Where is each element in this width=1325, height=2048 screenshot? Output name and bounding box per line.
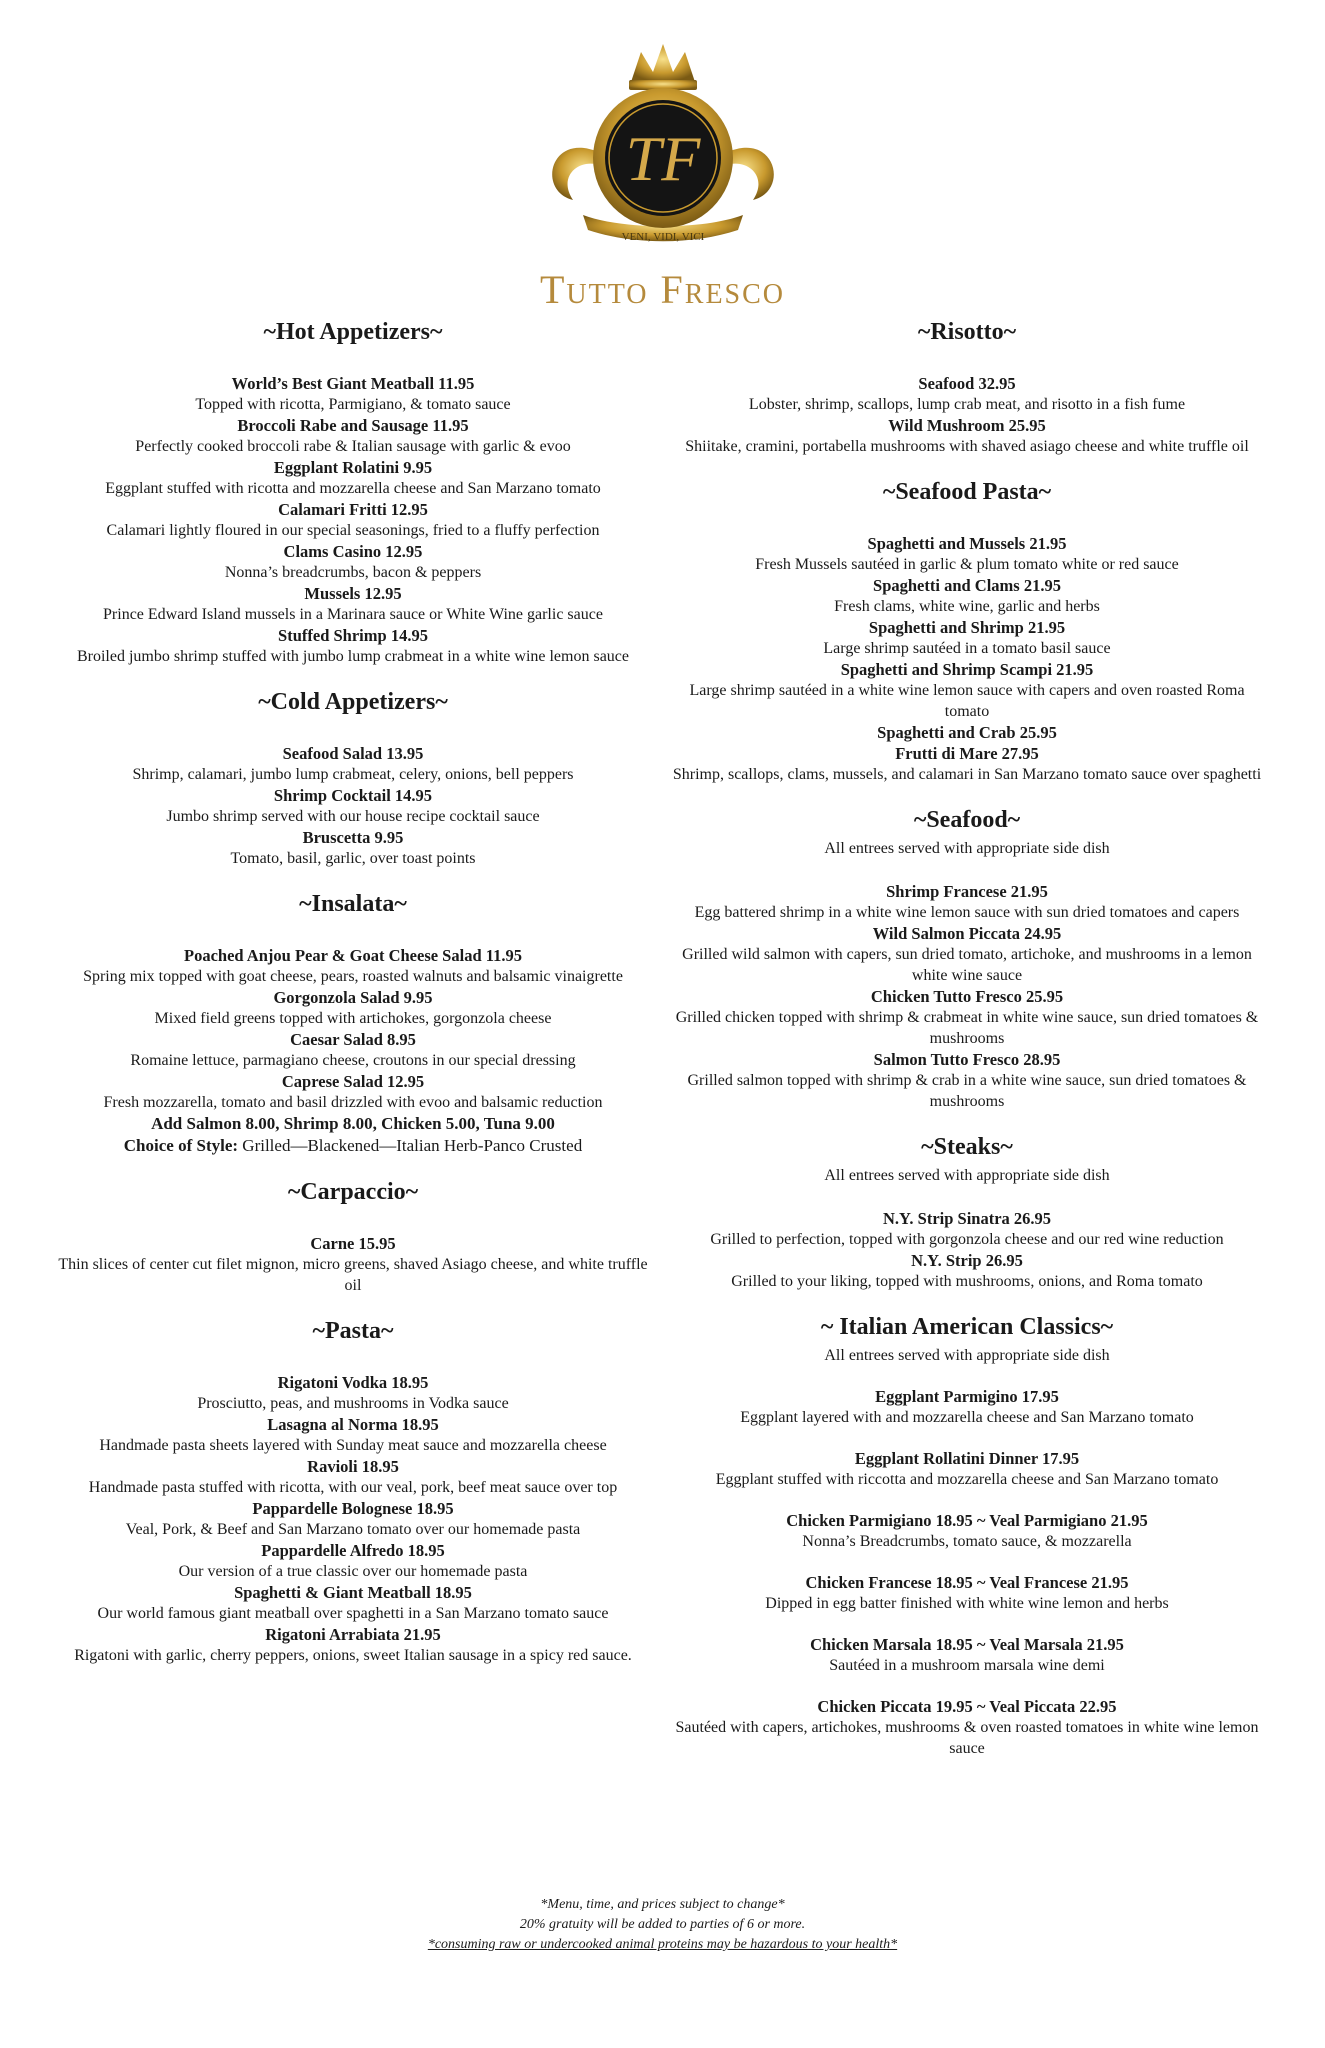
menu-item-desc: Handmade pasta sheets layered with Sunday meat sauce and mozzarella cheese: [99, 1437, 607, 1454]
brand-name: Tutto Fresco: [539, 267, 786, 312]
menu-item-name: Caesar Salad 8.95: [290, 1030, 416, 1049]
menu-item-name: Chicken Marsala 18.95 ~ Veal Marsala 21.95: [810, 1635, 1124, 1654]
section-title: ~Seafood~: [913, 807, 1021, 833]
footer-line: 20% gratuity will be added to parties of 6 or more.: [519, 1917, 806, 1932]
salad-add-on: Add Salmon 8.00, Shrimp 8.00, Chicken 5.00, Tuna 9.00: [151, 1114, 555, 1133]
section-title: ~Risotto~: [917, 319, 1017, 345]
menu-item-desc: Grilled to your liking, topped with mushrooms, onions, and Roma tomato: [731, 1273, 1203, 1290]
menu-item-desc: Eggplant stuffed with ricotta and mozzarella cheese and San Marzano tomato: [105, 480, 601, 497]
menu-item-name: N.Y. Strip 26.95: [911, 1251, 1023, 1270]
menu-item-desc: Eggplant stuffed with riccotta and mozzarella cheese and San Marzano tomato: [715, 1471, 1219, 1488]
menu-item-desc: Our world famous giant meatball over spaghetti in a San Marzano tomato sauce: [97, 1605, 609, 1622]
menu-item-desc: Shrimp, scallops, clams, mussels, and calamari in San Marzano tomato sauce over spaghetti: [672, 766, 1262, 783]
menu-item-name: Eggplant Parmigino 17.95: [875, 1387, 1059, 1406]
menu-item-name: Carne 15.95: [310, 1234, 396, 1253]
section-cold-appetizers: [58, 685, 648, 869]
menu-item-name: Rigatoni Arrabiata 21.95: [265, 1625, 441, 1644]
menu-item-name: Shrimp Francese 21.95: [886, 882, 1048, 901]
menu-item-desc: Lobster, shrimp, scallops, lump crab meat, and risotto in a fish fume: [748, 396, 1186, 413]
menu-item-name: Caprese Salad 12.95: [281, 1072, 425, 1091]
menu-item-desc: Our version of a true classic over our homemade pasta: [178, 1563, 528, 1580]
menu-item-name: Chicken Piccata 19.95 ~ Veal Piccata 22.95: [817, 1697, 1117, 1716]
section-carpaccio: [58, 1175, 648, 1296]
footer-notes: [0, 1895, 1325, 1955]
menu-item-name: Mussels 12.95: [304, 584, 402, 603]
menu-item-name: Seafood Salad 13.95: [282, 744, 424, 763]
menu-item-name: Lasagna al Norma 18.95: [267, 1415, 439, 1434]
monogram-text: TF: [625, 123, 700, 194]
menu-item-desc: Prosciutto, peas, and mushrooms in Vodka sauce: [197, 1395, 509, 1412]
menu-item-name: Spaghetti and Mussels 21.95: [867, 534, 1067, 553]
menu-item-desc: Handmade pasta stuffed with ricotta, with our veal, pork, beef meat sauce over top: [88, 1479, 618, 1496]
menu-item-desc: Shrimp, calamari, jumbo lump crabmeat, celery, onions, bell peppers: [132, 766, 574, 783]
menu-item-name: Seafood 32.95: [918, 374, 1016, 393]
section-italian-american-classics: [672, 1310, 1262, 1759]
menu-item-name: Rigatoni Vodka 18.95: [277, 1373, 429, 1392]
menu-item-desc: Dipped in egg batter finished with white wine lemon and herbs: [765, 1595, 1169, 1612]
menu-item-name: Poached Anjou Pear & Goat Cheese Salad 11.95: [184, 946, 522, 965]
menu-item-name: Pappardelle Alfredo 18.95: [261, 1541, 445, 1560]
menu-item-desc: Fresh mozzarella, tomato and basil drizzled with evoo and balsamic reduction: [103, 1094, 603, 1111]
menu-item-desc: Perfectly cooked broccoli rabe & Italian sausage with garlic & evoo: [135, 438, 571, 455]
menu-item-name: Ravioli 18.95: [307, 1457, 399, 1476]
menu-item-desc: Mixed field greens topped with artichokes, gorgonzola cheese: [154, 1010, 552, 1027]
section-title: ~ Italian American Classics~: [820, 1314, 1114, 1340]
section-title: ~Steaks~: [921, 1134, 1013, 1160]
menu-item-desc: Fresh clams, white wine, garlic and herbs: [834, 598, 1100, 615]
menu-item-name: Spaghetti and Clams 21.95: [873, 576, 1061, 595]
menu-item-desc: Egg battered shrimp in a white wine lemon sauce with sun dried tomatoes and capers: [694, 904, 1240, 921]
menu-item-name: Eggplant Rolatini 9.95: [273, 458, 433, 477]
menu-item-name: Pappardelle Bolognese 18.95: [252, 1499, 454, 1518]
menu-item-name: Salmon Tutto Fresco 28.95: [873, 1050, 1061, 1069]
menu-item-desc: Romaine lettuce, parmagiano cheese, croutons in our special dressing: [130, 1052, 576, 1069]
section-subtitle: All entrees served with appropriate side dish: [824, 1167, 1110, 1184]
menu-item-desc: Thin slices of center cut filet mignon, micro greens, shaved Asiago cheese, and white truffle oil: [58, 1256, 648, 1294]
section-subtitle: All entrees served with appropriate side dish: [824, 1347, 1110, 1364]
menu-item-name: Spaghetti and Shrimp 21.95: [868, 618, 1066, 637]
menu-item-desc: Nonna’s Breadcrumbs, tomato sauce, & mozzarella: [802, 1533, 1132, 1550]
menu-item-desc: Veal, Pork, & Beef and San Marzano tomato over our homemade pasta: [125, 1521, 581, 1538]
menu-item-name: Broccoli Rabe and Sausage 11.95: [237, 416, 469, 435]
menu-item-desc: Sautéed with capers, artichokes, mushrooms & oven roasted tomatoes in white wine lemon sauce: [675, 1719, 1259, 1757]
section-seafood: [672, 803, 1262, 1112]
motto-text: VENI, VIDI, VICI: [621, 231, 704, 243]
section-title: ~Insalata~: [299, 891, 407, 917]
menu-item-desc: Sautéed in a mushroom marsala wine demi: [829, 1657, 1105, 1674]
menu-item-desc: Large shrimp sautéed in a white wine lemon sauce with capers and oven roasted Roma tomato: [689, 682, 1245, 720]
menu-item-desc: Prince Edward Island mussels in a Marinara sauce or White Wine garlic sauce: [103, 606, 603, 623]
menu-item-name: Chicken Francese 18.95 ~ Veal Francese 21.95: [805, 1573, 1129, 1592]
menu-item-name: Chicken Parmigiano 18.95 ~ Veal Parmigiano 21.95: [786, 1511, 1148, 1530]
section-pasta: [58, 1314, 648, 1666]
menu-item-desc: Rigatoni with garlic, cherry peppers, onions, sweet Italian sausage in a spicy red sauce.: [74, 1647, 632, 1664]
menu-item-desc: Spring mix topped with goat cheese, pears, roasted walnuts and balsamic vinaigrette: [83, 968, 623, 985]
section-title: ~Carpaccio~: [287, 1179, 419, 1205]
menu-item-name: Spaghetti and Shrimp Scampi 21.95: [840, 660, 1094, 679]
menu-item-desc: Shiitake, cramini, portabella mushrooms with shaved asiago cheese and white truffle oil: [685, 438, 1249, 455]
section-seafood-pasta: [672, 475, 1262, 785]
menu-item-desc: Grilled chicken topped with shrimp & crabmeat in white wine sauce, sun dried tomatoes & mushrooms: [675, 1009, 1259, 1047]
section-hot-appetizers: [58, 315, 648, 667]
section-title: ~Pasta~: [312, 1318, 394, 1344]
menu-item-name: N.Y. Strip Sinatra 26.95: [882, 1209, 1052, 1228]
menu-item-desc: Topped with ricotta, Parmigiano, & tomato sauce: [195, 396, 511, 413]
style-choice: Choice of Style: Grilled—Blackened—Italian Herb-Panco Crusted: [123, 1136, 583, 1155]
menu-item-desc: Fresh Mussels sautéed in garlic & plum tomato white or red sauce: [755, 556, 1179, 573]
menu-item-name: Wild Mushroom 25.95: [888, 416, 1046, 435]
logo: [0, 40, 1325, 313]
crest-emblem-icon: [513, 40, 813, 270]
menu-item-name: Shrimp Cocktail 14.95: [273, 786, 433, 805]
menu-item-name: Wild Salmon Piccata 24.95: [872, 924, 1062, 943]
section-title: ~Hot Appetizers~: [263, 319, 443, 345]
menu-item-desc: Tomato, basil, garlic, over toast points: [230, 850, 476, 867]
right-column: [672, 315, 1262, 1777]
menu-item-name: Bruscetta 9.95: [302, 828, 404, 847]
section-title: ~Seafood Pasta~: [882, 479, 1052, 505]
menu-item-desc: Grilled to perfection, topped with gorgonzola cheese and our red wine reduction: [710, 1231, 1224, 1248]
menu-item-desc: Jumbo shrimp served with our house recipe cocktail sauce: [166, 808, 540, 825]
menu-item-name: Gorgonzola Salad 9.95: [273, 988, 433, 1007]
left-column: [58, 315, 648, 1684]
menu-item-name: Chicken Tutto Fresco 25.95: [870, 987, 1064, 1006]
menu-item-desc: Grilled salmon topped with shrimp & crab in a white wine sauce, sun dried tomatoes & mushrooms: [687, 1072, 1247, 1110]
menu-item-desc: Calamari lightly floured in our special seasonings, fried to a fluffy perfection: [106, 522, 600, 539]
menu-item-desc: Eggplant layered with and mozzarella cheese and San Marzano tomato: [740, 1409, 1194, 1426]
section-steaks: [672, 1130, 1262, 1292]
menu-item-name: Eggplant Rollatini Dinner 17.95: [854, 1449, 1080, 1468]
footer-line: *consuming raw or undercooked animal proteins may be hazardous to your health*: [427, 1937, 898, 1952]
section-risotto: [672, 315, 1262, 457]
menu-item-name: Calamari Fritti 12.95: [278, 500, 428, 519]
menu-item-desc: Grilled wild salmon with capers, sun dried tomato, artichoke, and mushrooms in a lemon white wine sauce: [682, 946, 1252, 984]
menu-item-name: Frutti di Mare 27.95: [895, 744, 1039, 763]
section-insalata: [58, 887, 648, 1157]
menu-item-name: Spaghetti and Crab 25.95: [877, 723, 1057, 742]
footer-line: *Menu, time, and prices subject to change*: [540, 1897, 785, 1912]
menu-item-name: Spaghetti & Giant Meatball 18.95: [234, 1583, 472, 1602]
menu-item-desc: Broiled jumbo shrimp stuffed with jumbo lump crabmeat in a white wine lemon sauce: [76, 648, 630, 665]
menu-item-desc: Large shrimp sautéed in a tomato basil sauce: [823, 640, 1111, 657]
menu-item-name: Stuffed Shrimp 14.95: [278, 626, 428, 645]
section-subtitle: All entrees served with appropriate side dish: [824, 840, 1110, 857]
menu-item-name: Clams Casino 12.95: [283, 542, 423, 561]
menu-item-name: World’s Best Giant Meatball 11.95: [231, 374, 475, 393]
section-title: ~Cold Appetizers~: [258, 689, 448, 715]
menu-item-desc: Nonna’s breadcrumbs, bacon & peppers: [224, 564, 482, 581]
